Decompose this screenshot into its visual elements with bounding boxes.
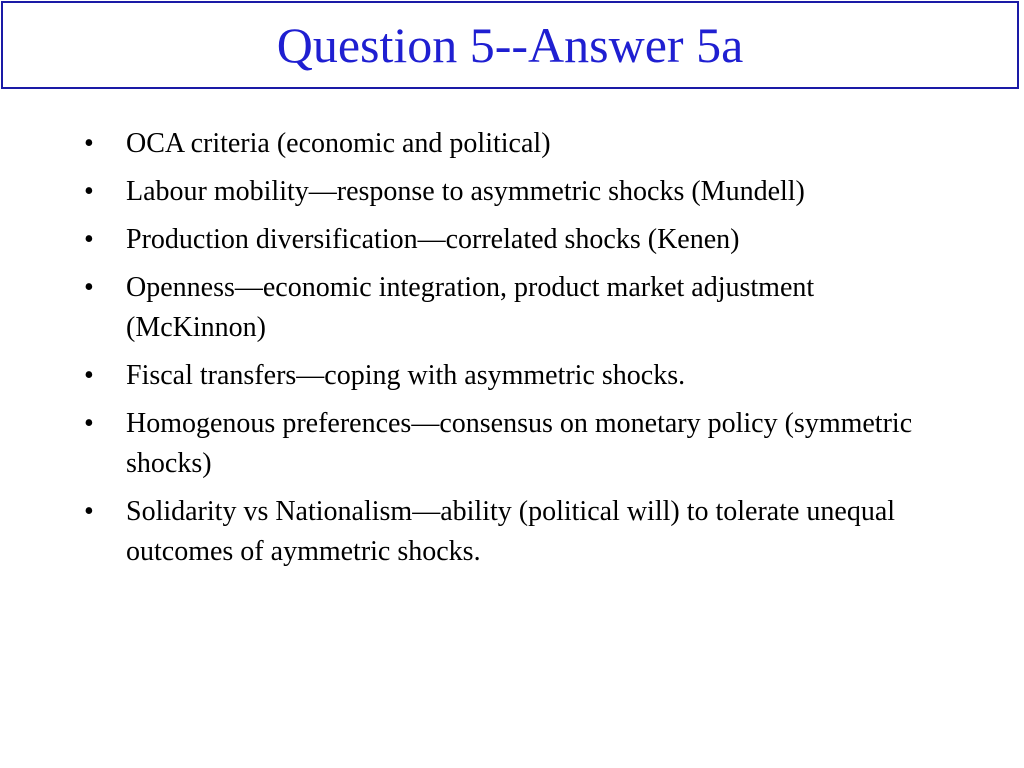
bullet-text: Production diversification—correlated shocks (Kenen) <box>126 224 740 255</box>
bullet-icon: • <box>84 408 94 439</box>
bullet-icon: • <box>84 176 94 207</box>
bullet-item <box>84 124 944 164</box>
bullet-text: Homogenous preferences—consensus on monetary policy (symmetric shocks) <box>126 408 913 479</box>
slide-title: Question 5--Answer 5a <box>276 17 744 73</box>
bullet-icon: • <box>84 224 94 255</box>
bullet-text: Solidarity vs Nationalism—ability (political will) to tolerate unequal outcomes of aymmetric shocks. <box>126 496 896 567</box>
bullet-item <box>84 220 944 260</box>
bullet-list <box>84 124 944 580</box>
bullet-icon: • <box>84 496 94 527</box>
bullet-text: Openness—economic integration, product market adjustment (McKinnon) <box>126 272 815 343</box>
bullet-text: OCA criteria (economic and political) <box>126 128 551 159</box>
bullet-item <box>84 172 944 212</box>
bullet-text: Fiscal transfers—coping with asymmetric shocks. <box>126 360 686 391</box>
bullet-text: Labour mobility—response to asymmetric shocks (Mundell) <box>126 176 805 207</box>
title-box <box>1 1 1019 89</box>
bullet-item <box>84 268 944 348</box>
bullet-item <box>84 404 944 484</box>
bullet-icon: • <box>84 360 94 391</box>
bullet-item <box>84 356 944 396</box>
bullet-icon: • <box>84 272 94 303</box>
bullet-icon: • <box>84 128 94 159</box>
bullet-item <box>84 492 944 572</box>
